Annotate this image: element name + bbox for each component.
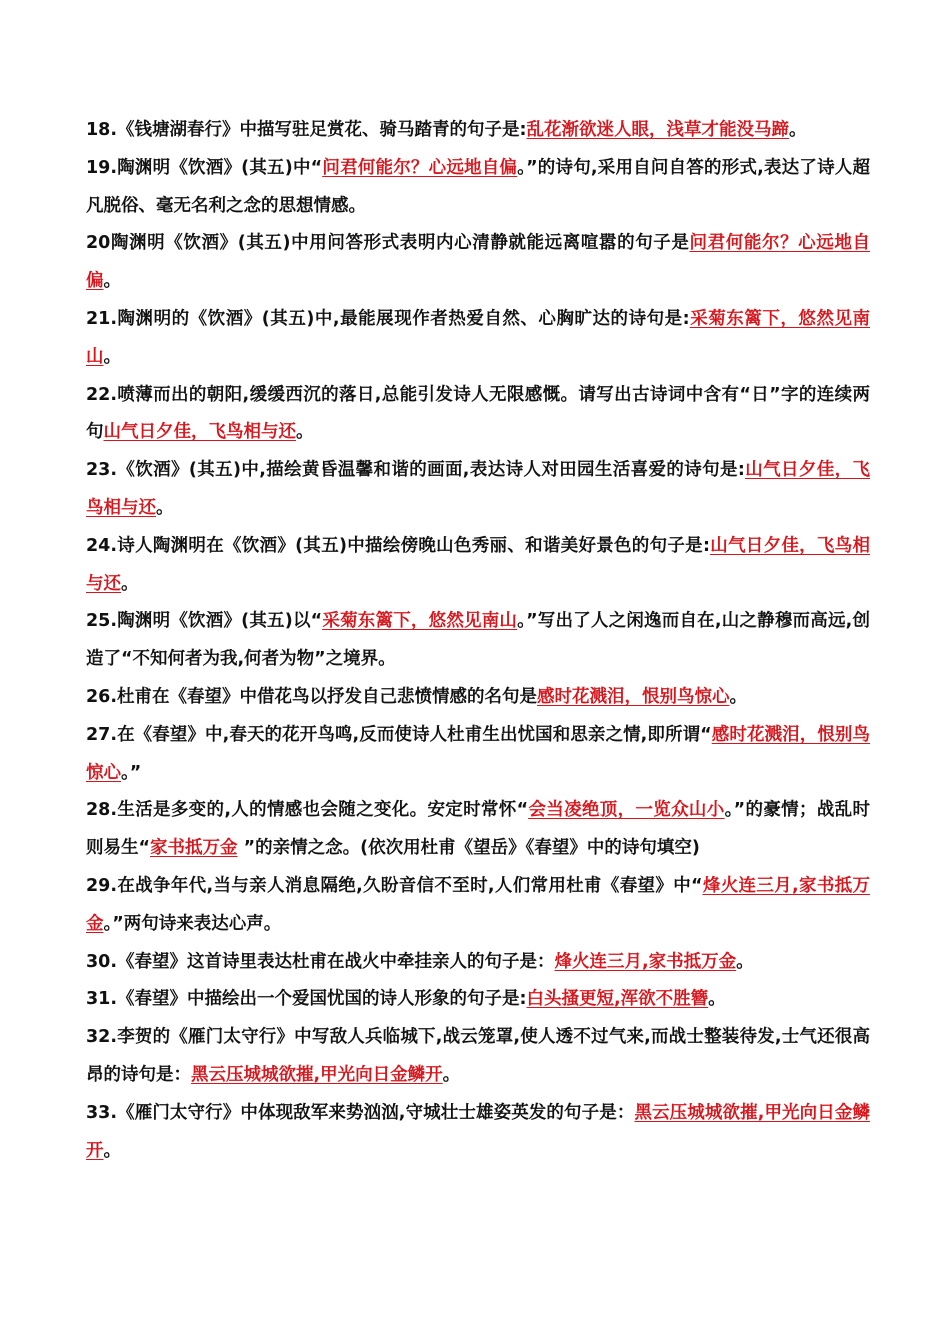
question-text: 。” bbox=[121, 762, 142, 783]
question-text: 。 bbox=[729, 686, 747, 707]
answer-text: 会当凌绝顶，一览众山小 bbox=[528, 800, 725, 821]
answer-text: 黑云压城城欲摧,甲光向日金鳞开 bbox=[86, 1102, 870, 1161]
question-31 bbox=[86, 981, 870, 1019]
question-text: 。 bbox=[708, 989, 726, 1010]
question-text: 。”的诗句,采用自问自答的形式,表达了诗人超凡脱俗、毫无名利之念的思想情感。 bbox=[86, 157, 871, 216]
question-text: 。 bbox=[736, 951, 754, 972]
question-30 bbox=[86, 944, 870, 982]
question-text: 。 bbox=[103, 1140, 121, 1161]
question-text: 20陶渊明《饮酒》(其五)中用问答形式表明内心清静就能远离喧嚣的句子是 bbox=[86, 233, 690, 254]
question-21 bbox=[86, 301, 870, 377]
answer-text: 白头搔更短,浑欲不胜簪 bbox=[526, 989, 709, 1010]
answer-text: 乱花渐欲迷人眼，浅草才能没马蹄 bbox=[526, 120, 789, 140]
question-text: 18.《钱塘湖春行》中描写驻足赏花、骑马踏青的句子是: bbox=[86, 120, 527, 140]
question-text: 28.生活是多变的,人的情感也会随之变化。安定时常怀“ bbox=[86, 800, 529, 821]
answer-text: 黑云压城城欲摧,甲光向日金鳞开 bbox=[191, 1064, 443, 1085]
question-22 bbox=[86, 377, 870, 453]
question-19 bbox=[86, 150, 870, 226]
question-text: 24.诗人陶渊明在《饮酒》(其五)中描绘傍晚山色秀丽、和谐美好景色的句子是: bbox=[86, 535, 710, 556]
question-24 bbox=[86, 528, 870, 604]
question-text: 22.喷薄而出的朝阳,缓缓西沉的落日,总能引发诗人无限感慨。请写出古诗词中含有“日”字的连续两句 bbox=[86, 384, 870, 443]
answer-text: 家书抵万金 bbox=[150, 838, 238, 859]
answer-text: 问君何能尔？心远地自偏 bbox=[322, 157, 518, 178]
question-18 bbox=[86, 112, 870, 150]
question-text: 。 bbox=[296, 422, 314, 443]
question-28 bbox=[86, 792, 870, 868]
answer-text: 采菊东篱下，悠然见南山 bbox=[86, 308, 870, 367]
answer-text: 山气日夕佳，飞鸟相与还 bbox=[86, 460, 871, 518]
question-text: 。 bbox=[156, 497, 174, 518]
question-text: 21.陶渊明的《饮酒》(其五)中,最能展现作者热爱自然、心胸旷达的诗句是: bbox=[86, 308, 690, 329]
question-text: ”的亲情之念。(依次用杜甫《望岳》《春望》中的诗句填空) bbox=[237, 838, 700, 859]
question-text: 。 bbox=[789, 120, 807, 140]
answer-text: 山气日夕佳，飞鸟相与还 bbox=[103, 422, 296, 443]
question-text: 。 bbox=[442, 1064, 461, 1085]
question-text: 30.《春望》这首诗里表达杜甫在战火中牵挂亲人的句子是： bbox=[86, 951, 555, 972]
question-32 bbox=[86, 1019, 870, 1095]
question-text: 26.杜甫在《春望》中借花鸟以抒发自己悲愤情感的名句是 bbox=[86, 686, 537, 707]
question-text: 29.在战争年代,当与亲人消息隔绝,久盼音信不至时,人们常用杜甫《春望》中“ bbox=[86, 875, 703, 896]
question-33 bbox=[86, 1095, 870, 1171]
question-27 bbox=[86, 717, 870, 793]
question-text: 。”的豪情；战乱时则易生“ bbox=[86, 800, 870, 859]
answer-text: 采菊东篱下，悠然见南山 bbox=[322, 611, 518, 632]
answer-text: 感时花溅泪，恨别鸟惊心 bbox=[86, 724, 870, 783]
question-text: 27.在《春望》中,春天的花开鸟鸣,反而使诗人杜甫生出忧国和思亲之情,即所谓“ bbox=[86, 724, 712, 745]
question-text: 。 bbox=[121, 573, 139, 594]
question-29 bbox=[86, 868, 870, 944]
question-text: 32.李贺的《雁门太守行》中写敌人兵临城下,战云笼罩,使人透不过气来,而战士整装待发,士气还很高昂的诗句是： bbox=[86, 1027, 870, 1085]
answer-text: 感时花溅泪，恨别鸟惊心 bbox=[537, 686, 730, 707]
answer-text: 烽火连三月,家书抵万金 bbox=[86, 875, 870, 934]
answer-text: 烽火连三月,家书抵万金 bbox=[554, 951, 737, 972]
question-23 bbox=[86, 452, 870, 528]
question-text: 31.《春望》中描绘出一个爱国忧国的诗人形象的句子是: bbox=[86, 989, 527, 1010]
question-20 bbox=[86, 225, 870, 301]
question-text: 。 bbox=[103, 346, 121, 367]
question-text: 。”写出了人之闲逸而自在,山之静穆而高远,创造了“不知何者为我,何者为物”之境界。 bbox=[86, 611, 871, 670]
question-text: 23.《饮酒》(其五)中,描绘黄昏温馨和谐的画面,表达诗人对田园生活喜爱的诗句是: bbox=[86, 460, 745, 481]
question-26 bbox=[86, 679, 870, 717]
question-text: 。 bbox=[103, 271, 121, 292]
answer-text: 问君何能尔？心远地自偏 bbox=[86, 233, 871, 292]
answer-text: 山气日夕佳，飞鸟相与还 bbox=[86, 535, 870, 594]
document-page bbox=[86, 112, 870, 1170]
question-text: 25.陶渊明《饮酒》(其五)以“ bbox=[86, 611, 323, 632]
question-text: 。”两句诗来表达心声。 bbox=[103, 913, 282, 934]
question-text: 19.陶渊明《饮酒》(其五)中“ bbox=[86, 157, 323, 178]
question-25 bbox=[86, 603, 870, 679]
question-text: 33.《雁门太守行》中体现敌军来势汹汹,守城壮士雄姿英发的句子是： bbox=[86, 1102, 635, 1123]
